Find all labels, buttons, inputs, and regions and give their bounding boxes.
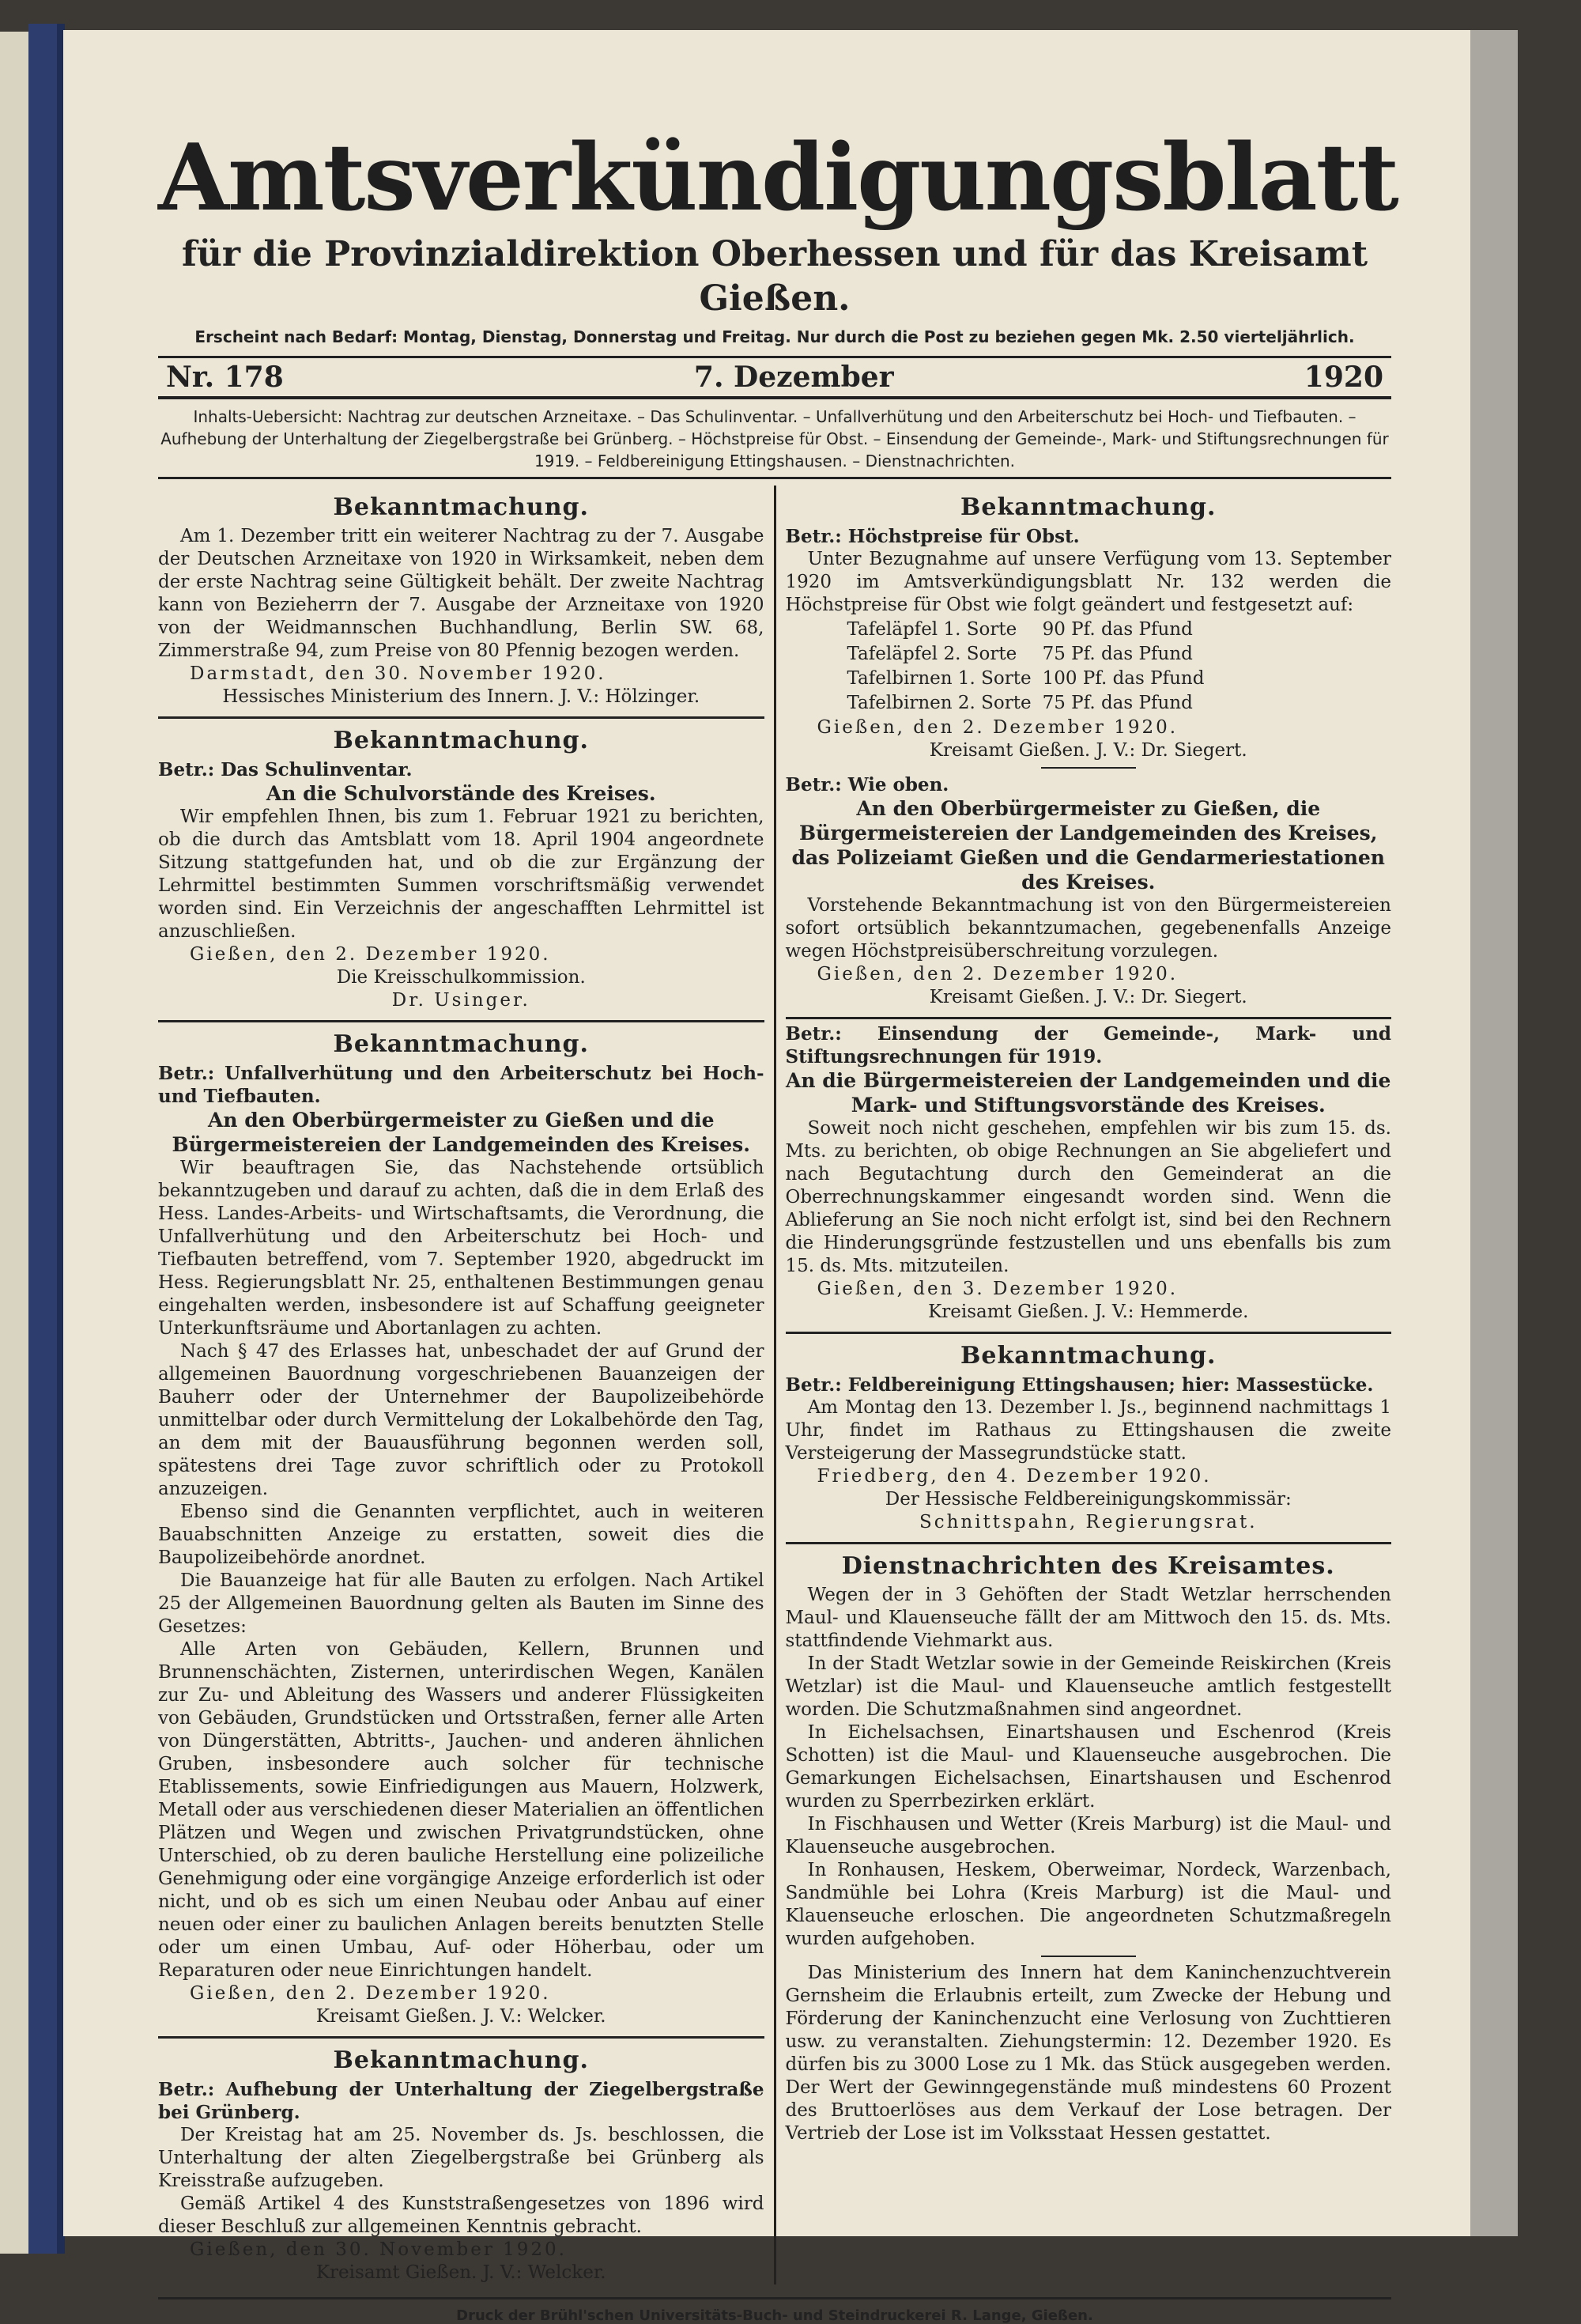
separator [158, 1020, 764, 1022]
left-column [158, 486, 776, 2284]
right-column [776, 486, 1392, 2284]
notice-text: Unter Bezugnahme auf unsere Verfügung vom 13. September 1920 im Amtsverkündigungsblatt Nr. 132 werden die Höchstpreise für Obst wie folgt geändert und festgesetzt auf: [785, 549, 1391, 615]
price-item: Tafeläpfel 1. Sorte [847, 619, 1017, 640]
notice-signature: Der Hessische Feldbereinigungskommissär: [885, 1489, 1292, 1510]
page-edge [1470, 30, 1518, 2236]
notice-addressee: An die Schulvorstände des Kreises. [266, 782, 656, 805]
notice-text: Nach § 47 des Erlasses hat, unbeschadet der auf Grund der allgemeinen Bauordnung vorgeschriebenen Bauanzeigen der Bauherr oder der Unternehmer der Baupolizeibehörde unmittelbar oder durch Vermittelung der Lokalbehörde den Tag, an dem mit der Bauausführung begonnen werden soll, spätestens drei Tage zuvor schriftlich oder zu Protokoll anzuzeigen. [158, 1341, 764, 1499]
price-row [843, 667, 1209, 690]
notice-signature: Die Kreisschulkommission. [336, 967, 586, 988]
price-value: 75 Pf. das Pfund [1042, 693, 1193, 713]
notice-text: In Eichelsachsen, Einartshausen und Eschenrod (Kreis Schotten) ist die Maul- und Klauenseuche ausgebrochen. Die Gemarkungen Eichelsachsen, Einartshausen und Eschenrod wurden zu Sperrbezirken erklärt. [785, 1722, 1391, 1812]
notice-text: Gemäß Artikel 4 des Kunststraßengesetzes von 1896 wird dieser Beschluß zur allgemeinen Kenntnis gebracht. [158, 2194, 764, 2237]
notice-signature: Dr. Usinger. [391, 990, 530, 1011]
notice-text: Am 1. Dezember tritt ein weiterer Nachtrag zu der 7. Ausgabe der Deutschen Arzneitaxe von 1920 in Wirksamkeit, neben dem der erste Nachtrag seine Gültigkeit behält. Der zweite Nachtrag kann von Bezieherrn der 7. Ausgabe der Arzneitaxe von 1920 von der Weidmannschen Buchhandlung, Berlin SW. 68, Zimmerstraße 94, zum Preise von 80 Pfennig bezogen werden. [158, 526, 764, 661]
issue-date: 7. Dezember [693, 361, 894, 394]
notice-heading: Bekanntmachung. [333, 727, 589, 754]
notice-place-date: Gießen, den 2. Dezember 1920. [190, 944, 551, 965]
notice-heading: Dienstnachrichten des Kreisamtes. [841, 1552, 1335, 1580]
price-row [843, 618, 1209, 641]
notice-text: Ebenso sind die Genannten verpflichtet, auch in weiteren Bauabschnitten Anzeige zu erstatten, soweit dies die Baupolizeibehörde anordnet. [158, 1502, 764, 1568]
separator [786, 1332, 1392, 1334]
notice-text: Soweit noch nicht geschehen, empfehlen wir bis zum 15. ds. Mts. zu berichten, ob obige Rechnungen an Sie abgeliefert und nach Begutachtung durch den Gemeinderat an die Oberrechnungskammer eingesandt worden sind. Wenn die Ablieferung an Sie noch nicht erfolgt ist, sind bei den Rechnern die Hinderungsgründe festzustellen und uns ebenfalls bis zum 15. ds. Mts. mitzuteilen. [785, 1118, 1391, 1276]
price-value: 75 Pf. das Pfund [1042, 644, 1193, 664]
short-separator [1041, 1956, 1136, 1957]
separator [158, 2036, 764, 2039]
price-item: Tafelbirnen 1. Sorte [847, 668, 1032, 689]
notice-place-date: Gießen, den 2. Dezember 1920. [190, 1983, 551, 2004]
notice-signature: Kreisamt Gießen. J. V.: Dr. Siegert. [929, 987, 1247, 1007]
separator [158, 716, 764, 719]
notice-addressee: An den Oberbürgermeister zu Gießen, die Bürgermeistereien der Landgemeinden des Kreises, das Polizeiamt Gießen und die Gendarmeriestationen des Kreises. [791, 797, 1385, 894]
short-separator [1041, 767, 1136, 769]
notice-text: In der Stadt Wetzlar sowie in der Gemeinde Reiskirchen (Kreis Wetzlar) ist die Maul- und Klauenseuche amtlich festgestellt worden. Die Schutzmaßnahmen sind angeordnet. [785, 1653, 1391, 1720]
notice-place-date: Gießen, den 3. Dezember 1920. [817, 1279, 1179, 1299]
issue-line [158, 358, 1391, 396]
notice-signature: Kreisamt Gießen. J. V.: Welcker. [315, 2262, 606, 2283]
printer-imprint: Druck der Brühl'schen Universitäts-Buch- und Steindruckerei R. Lange, Gießen. [158, 2297, 1391, 2324]
price-table [841, 617, 1211, 716]
notice-text: Am Montag den 13. Dezember l. Js., beginnend nachmittags 1 Uhr, findet im Rathaus zu Ettingshausen die zweite Versteigerung der Massegrundstücke statt. [785, 1397, 1391, 1464]
notice-heading: Bekanntmachung. [960, 1342, 1217, 1370]
notice-text: Alle Arten von Gebäuden, Kellern, Brunnen und Brunnenschächten, Zisternen, unterirdischen Wegen, Kanälen zur Zu- und Ableitung des Wassers und anderer Flüssigkeiten von Gebäuden, Grundstücken und Ortsstraßen, ferner alle Arten von Düngerstätten, Abtritts-, Jauchen- und anderen ähnlichen Gruben, insbesondere auch solcher für technische Etablissements, sowie Einfriedigungen aus Mauern, Holzwerk, Metall oder aus verschiedenen dieser Materialien an öffentlichen Plätzen und Wegen und zwischen Privatgrundstücken, ohne Unterschied, ob zu deren bauliche Herstellung eine polizeiliche Genehmigung oder eine vorgängige Anzeige erforderlich ist oder nicht, und ob es sich um einen Neubau oder Anbau auf einer neuen oder einer zu baulichen Anlagen bereits benutzten Stelle oder um einen Umbau, Auf- oder Höherbau, oder um Reparaturen oder neue Einrichtungen handelt. [158, 1639, 764, 1981]
contents-overview: Inhalts-Uebersicht: Nachtrag zur deutschen Arzneitaxe. – Das Schulinventar. – Unfallverhütung und den Arbeiterschutz bei Hoch- und Tiefbauten. – Aufhebung der Unterhaltung der Ziegelbergstraße bei Grünberg. – Höchstpreise für Obst. – Einsendung der Gemeinde-, Mark- und Stiftungsrechnungen für 1919. – Feldbereinigung Ettingshausen. – Dienstnachrichten. [158, 399, 1391, 479]
masthead-subtitle: für die Provinzialdirektion Oberhessen und für das Kreisamt Gießen. [181, 234, 1368, 319]
left-page-edge [0, 32, 32, 2254]
notice-subject: Betr.: Einsendung der Gemeinde-, Mark- und Stiftungsrechnungen für 1919. [785, 1023, 1391, 1068]
notice-subject: Betr.: Unfallverhütung und den Arbeiterschutz bei Hoch- und Tiefbauten. [158, 1063, 764, 1107]
notice-text: In Fischhausen und Wetter (Kreis Marburg) ist die Maul- und Klauenseuche ausgebrochen. [785, 1814, 1391, 1857]
notice-signature: Schnittspahn, Regierungsrat. [919, 1512, 1258, 1532]
notice-text: Wir beauftragen Sie, das Nachstehende ortsüblich bekanntzugeben und darauf zu achten, daß die in dem Erlaß des Hess. Landes-Arbeits- und Wirtschaftsamts, die Verordnung, die Unfallverhütung und den Arbeiterschutz bei Hoch- und Tiefbauten betreffend, vom 7. September 1920, abgedruckt im Hess. Regierungsblatt Nr. 25, enthaltenen Bestimmungen genau eingehalten werden, insbesondere ist auf Schaffung geeigneter Unterkunftsräume und Abortanlagen zu achten. [158, 1158, 764, 1339]
notice-heading: Bekanntmachung. [333, 2046, 589, 2074]
notice-place-date: Gießen, den 2. Dezember 1920. [817, 717, 1179, 738]
separator [786, 1542, 1392, 1544]
price-item: Tafelbirnen 2. Sorte [847, 693, 1032, 713]
notice-subject: Betr.: Wie oben. [785, 774, 949, 795]
notice-subject: Betr.: Höchstpreise für Obst. [785, 526, 1080, 547]
publication-note: Erscheint nach Bedarf: Montag, Dienstag, Donnerstag und Freitag. Nur durch die Post zu beziehen gegen Mk. 2.50 vierteljährlich. [194, 327, 1355, 346]
price-value: 90 Pf. das Pfund [1042, 619, 1193, 640]
newspaper-page [158, 103, 1398, 2324]
columns [158, 486, 1391, 2284]
notice-subject: Betr.: Das Schulinventar. [158, 759, 413, 780]
notice-addressee: An den Oberbürgermeister zu Gießen und die Bürgermeistereien der Landgemeinden des Kreises. [172, 1109, 750, 1156]
issue-year: 1920 [1304, 361, 1383, 394]
notice-text: Die Bauanzeige hat für alle Bauten zu erfolgen. Nach Artikel 25 der Allgemeinen Bauordnung gelten als Bauten im Sinne des Gesetzes: [158, 1570, 764, 1637]
masthead-title: Amtsverkündigungsblatt [158, 124, 1398, 232]
price-row [843, 643, 1209, 666]
notice-text: Das Ministerium des Innern hat dem Kaninchenzuchtverein Gernsheim die Erlaubnis erteilt, zum Zwecke der Hebung und Förderung der Kaninchenzucht eine Verlosung von Zuchttieren usw. zu veranstalten. Ziehungstermin: 12. Dezember 1920. Es dürfen bis zu 3000 Lose zu 1 Mk. das Stück ausgegeben werden. Der Wert der Gewinngegenstände muß mindestens 60 Prozent des Bruttoerlöses aus dem Verkauf der Lose betragen. Der Vertrieb der Lose ist im Volksstaat Hessen gestattet. [785, 1963, 1391, 2144]
notice-text: Vorstehende Bekanntmachung ist von den Bürgermeistereien sofort ortsüblich bekanntzumachen, gegebenenfalls Anzeige wegen Höchstpreisüberschreitung vorzulegen. [785, 895, 1391, 962]
notice-signature: Kreisamt Gießen. J. V.: Dr. Siegert. [929, 740, 1247, 761]
notice-signature: Kreisamt Gießen. J. V.: Hemmerde. [928, 1302, 1249, 1322]
price-row [843, 692, 1209, 715]
notice-place-date: Gießen, den 30. November 1920. [190, 2239, 567, 2260]
price-value: 100 Pf. das Pfund [1042, 668, 1205, 689]
notice-signature: Kreisamt Gießen. J. V.: Welcker. [315, 2006, 606, 2027]
notice-text: In Ronhausen, Heskem, Oberweimar, Nordeck, Warzenbach, Sandmühle bei Lohra (Kreis Marburg) ist die Maul- und Klauenseuche erloschen. Die angeordneten Schutzmaßregeln wurden aufgehoben. [785, 1860, 1391, 1949]
notice-text: Der Kreistag hat am 25. November ds. Js. beschlossen, die Unterhaltung der alten Ziegelbergstraße bei Grünberg als Kreisstraße aufzugeben. [158, 2125, 764, 2191]
notice-text: Wir empfehlen Ihnen, bis zum 1. Februar 1921 zu berichten, ob die durch das Amtsblatt vom 18. April 1904 angeordnete Sitzung stattgefunden hat, und ob die zur Ergänzung der Lehrmittel bestimmten Summen vorschriftsmäßig verwendet worden sind. Ein Verzeichnis der angeschafften Lehrmittel ist anzuschließen. [158, 807, 764, 942]
notice-subject: Betr.: Feldbereinigung Ettingshausen; hier: Massestücke. [785, 1374, 1374, 1396]
notice-heading: Bekanntmachung. [333, 493, 589, 521]
separator [786, 1017, 1392, 1019]
notice-place-date: Darmstadt, den 30. November 1920. [190, 663, 606, 684]
notice-signature: Hessisches Ministerium des Innern. J. V.: Hölzinger. [222, 686, 700, 707]
notice-place-date: Friedberg, den 4. Dezember 1920. [817, 1466, 1212, 1487]
price-item: Tafeläpfel 2. Sorte [847, 644, 1017, 664]
notice-subject: Betr.: Aufhebung der Unterhaltung der Ziegelbergstraße bei Grünberg. [158, 2079, 764, 2123]
notice-heading: Bekanntmachung. [333, 1030, 589, 1058]
notice-addressee: An die Bürgermeistereien der Landgemeinden und die Mark- und Stiftungsvorstände des Kreises. [786, 1069, 1391, 1117]
notice-place-date: Gießen, den 2. Dezember 1920. [817, 964, 1179, 984]
issue-number: Nr. 178 [166, 361, 284, 394]
notice-text: Wegen der in 3 Gehöften der Stadt Wetzlar herrschenden Maul- und Klauenseuche fällt der am Mittwoch den 15. ds. Mts. stattfindende Viehmarkt aus. [785, 1585, 1391, 1651]
notice-heading: Bekanntmachung. [960, 493, 1217, 521]
